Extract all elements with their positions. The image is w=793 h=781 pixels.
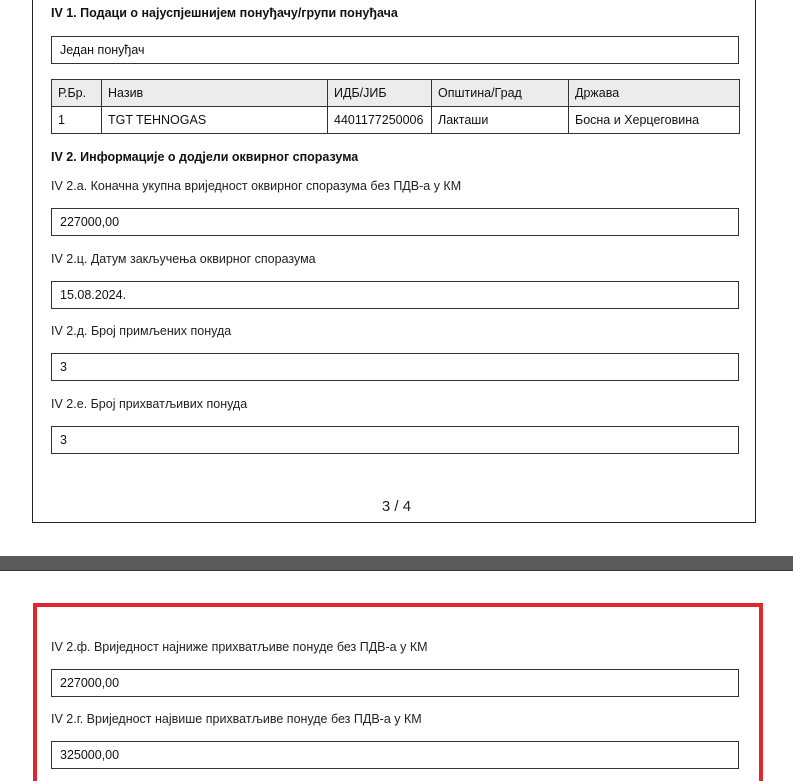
field-value-total-value: 227000,00	[51, 208, 739, 236]
col-header-country: Држава	[569, 80, 740, 107]
section-iv2-heading: IV 2. Информације о додјели оквирног споразума	[51, 150, 359, 164]
col-header-name: Назив	[102, 80, 328, 107]
field-value-conclusion-date: 15.08.2024.	[51, 281, 739, 309]
section-iv1-heading: IV 1. Подаци о најуспјешнијем понуђачу/групи понуђача	[51, 6, 398, 20]
bidder-type-field: Један понуђач	[51, 36, 739, 64]
col-header-number: Р.Бр.	[52, 80, 102, 107]
field-label-conclusion-date: IV 2.ц. Датум закључења оквирног споразума	[51, 252, 316, 266]
cell-country: Босна и Херцеговина	[569, 107, 740, 134]
field-value-received-bids: 3	[51, 353, 739, 381]
cell-municipality: Лакташи	[432, 107, 569, 134]
field-label-total-value: IV 2.а. Коначна укупна вриједност оквирног споразума без ПДВ-а у КМ	[51, 179, 462, 193]
highlight-box	[33, 603, 763, 781]
field-label-highest-bid: IV 2.г. Вриједност највише прихватљиве понуде без ПДВ-а у КМ	[51, 712, 422, 726]
field-label-acceptable-bids: IV 2.е. Број прихватљивих понуда	[51, 397, 248, 411]
pdf-page-4	[0, 571, 793, 781]
page-number: 3 / 4	[381, 498, 412, 515]
cell-number: 1	[52, 107, 102, 134]
cell-id: 4401177250006	[328, 107, 432, 134]
bidders-table	[51, 79, 740, 134]
field-value-lowest-bid: 227000,00	[51, 669, 739, 697]
field-value-highest-bid: 325000,00	[51, 741, 739, 769]
col-header-municipality: Општина/Град	[432, 80, 569, 107]
table-header-row	[52, 80, 740, 107]
table-row	[52, 107, 740, 134]
cell-name: TGT TEHNOGAS	[102, 107, 328, 134]
page-separator	[0, 556, 793, 571]
field-label-lowest-bid: IV 2.ф. Вриједност најниже прихватљиве понуде без ПДВ-а у КМ	[51, 640, 428, 654]
col-header-id: ИДБ/ЈИБ	[328, 80, 432, 107]
field-value-acceptable-bids: 3	[51, 426, 739, 454]
field-label-received-bids: IV 2.д. Број примљених понуда	[51, 324, 232, 338]
